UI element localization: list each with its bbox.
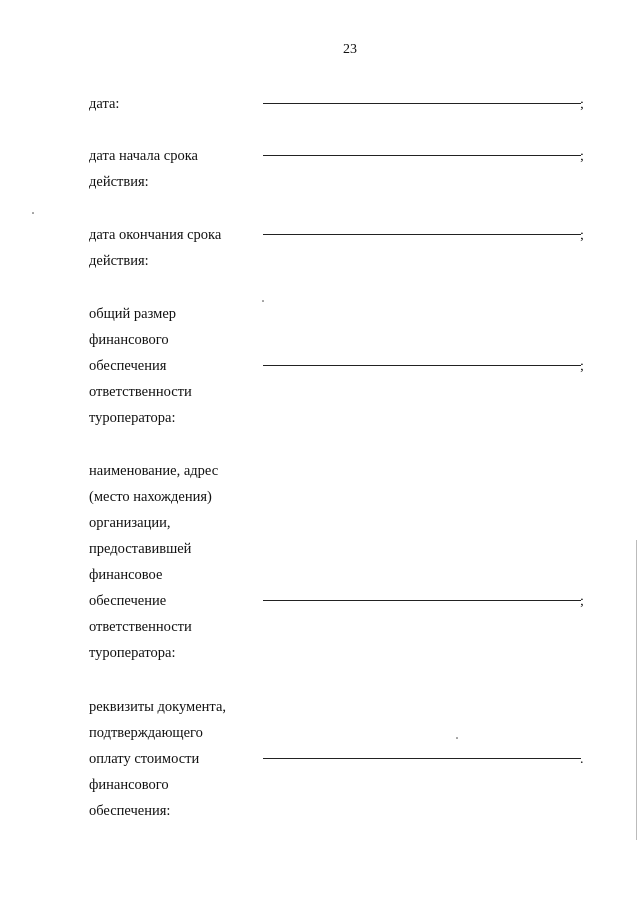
- field-label: [89, 694, 259, 824]
- field-label-line: организации,: [89, 515, 171, 531]
- field-label-line: реквизиты документа,: [89, 699, 226, 715]
- field-label-line: финансового: [89, 777, 169, 793]
- field-label-line: общий размер: [89, 306, 177, 322]
- field-label-line: (место нахождения): [89, 489, 212, 505]
- field-label-line: ответственности: [89, 619, 192, 635]
- field-label-line: туроператора:: [89, 645, 176, 661]
- field-label-line: подтверждающего: [89, 725, 203, 741]
- field-label-line: предоставившей: [89, 541, 192, 557]
- field-label-line: действия:: [89, 253, 149, 269]
- field-label-line: финансовое: [89, 567, 163, 583]
- field-terminator: ;: [580, 594, 584, 609]
- field-label: [89, 91, 259, 117]
- fill-in-line[interactable]: [263, 757, 581, 759]
- field-label: [89, 301, 259, 431]
- field-label-line: обеспечение: [89, 593, 167, 609]
- field-terminator: ;: [580, 97, 584, 112]
- scan-speck: [456, 737, 458, 739]
- fill-in-line[interactable]: [263, 599, 581, 601]
- fill-in-line[interactable]: [263, 233, 581, 235]
- field-label-line: действия:: [89, 174, 149, 190]
- field-label-line: обеспечения: [89, 358, 167, 374]
- field-label-line: ответственности: [89, 384, 192, 400]
- field-label: [89, 458, 259, 666]
- scan-speck: [262, 300, 264, 302]
- page-number: 23: [343, 42, 357, 57]
- field-terminator: ;: [580, 149, 584, 164]
- fill-in-line[interactable]: [263, 364, 581, 366]
- fill-in-line[interactable]: [263, 102, 581, 104]
- fill-in-line[interactable]: [263, 154, 581, 156]
- field-label-line: финансового: [89, 332, 169, 348]
- field-label: [89, 222, 259, 274]
- field-label-line: оплату стоимости: [89, 751, 200, 767]
- scan-edge-mark: [636, 540, 637, 840]
- field-label-line: дата окончания срока: [89, 227, 222, 243]
- field-label-line: обеспечения:: [89, 803, 171, 819]
- field-label-line: дата:: [89, 96, 120, 112]
- field-terminator: ;: [580, 228, 584, 243]
- field-label-line: туроператора:: [89, 410, 176, 426]
- field-label-line: наименование, адрес: [89, 463, 219, 479]
- field-label-line: дата начала срока: [89, 148, 198, 164]
- field-terminator: ;: [580, 359, 584, 374]
- field-label: [89, 143, 259, 195]
- field-terminator: .: [580, 752, 584, 767]
- scan-speck: [32, 212, 34, 214]
